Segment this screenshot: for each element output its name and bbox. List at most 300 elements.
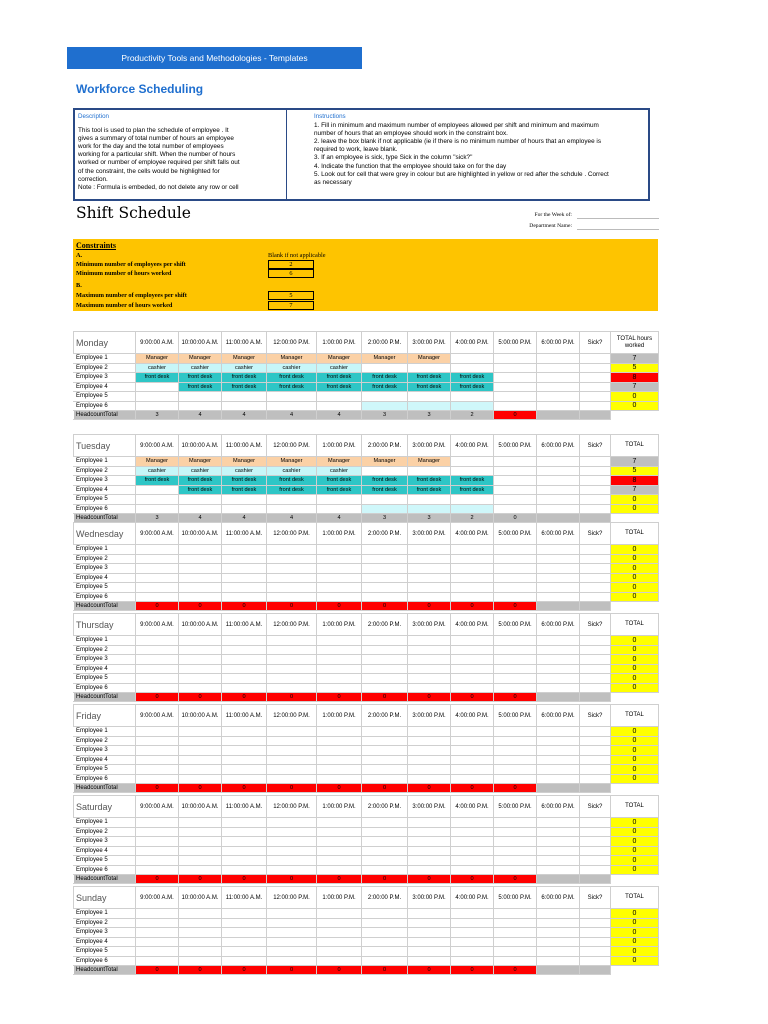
shift-cell[interactable]: [362, 664, 408, 674]
shift-cell[interactable]: [267, 856, 317, 866]
shift-cell[interactable]: [179, 947, 222, 957]
shift-cell[interactable]: [451, 354, 494, 364]
shift-cell[interactable]: [494, 918, 537, 928]
sick-cell[interactable]: [580, 837, 611, 847]
shift-cell[interactable]: [317, 909, 362, 919]
shift-cell[interactable]: [408, 401, 451, 411]
shift-cell[interactable]: [136, 636, 179, 646]
shift-cell[interactable]: [451, 856, 494, 866]
shift-cell[interactable]: [362, 466, 408, 476]
shift-cell[interactable]: cashier: [179, 363, 222, 373]
shift-cell[interactable]: [494, 727, 537, 737]
shift-cell[interactable]: [317, 674, 362, 684]
shift-cell[interactable]: [317, 554, 362, 564]
shift-cell[interactable]: [537, 645, 580, 655]
shift-cell[interactable]: [451, 504, 494, 514]
shift-cell[interactable]: [179, 736, 222, 746]
shift-cell[interactable]: front desk: [222, 476, 267, 486]
shift-cell[interactable]: [222, 937, 267, 947]
sick-cell[interactable]: [580, 495, 611, 505]
shift-cell[interactable]: [408, 466, 451, 476]
shift-cell[interactable]: [317, 573, 362, 583]
shift-cell[interactable]: front desk: [451, 476, 494, 486]
shift-cell[interactable]: [451, 554, 494, 564]
shift-cell[interactable]: [408, 363, 451, 373]
shift-cell[interactable]: [537, 856, 580, 866]
shift-cell[interactable]: [494, 774, 537, 784]
shift-cell[interactable]: [537, 947, 580, 957]
shift-cell[interactable]: [537, 382, 580, 392]
shift-cell[interactable]: [222, 856, 267, 866]
shift-cell[interactable]: [408, 818, 451, 828]
shift-cell[interactable]: [408, 655, 451, 665]
shift-cell[interactable]: [537, 636, 580, 646]
shift-cell[interactable]: [267, 818, 317, 828]
shift-cell[interactable]: [494, 592, 537, 602]
dept-input[interactable]: [577, 229, 659, 230]
shift-cell[interactable]: [362, 865, 408, 875]
shift-cell[interactable]: [179, 918, 222, 928]
shift-cell[interactable]: front desk: [136, 373, 179, 383]
shift-cell[interactable]: front desk: [317, 485, 362, 495]
shift-cell[interactable]: [179, 683, 222, 693]
shift-cell[interactable]: [408, 865, 451, 875]
shift-cell[interactable]: [136, 392, 179, 402]
shift-cell[interactable]: [317, 856, 362, 866]
shift-cell[interactable]: [408, 909, 451, 919]
shift-cell[interactable]: [222, 495, 267, 505]
shift-cell[interactable]: [362, 856, 408, 866]
sick-cell[interactable]: [580, 554, 611, 564]
shift-cell[interactable]: [136, 909, 179, 919]
shift-cell[interactable]: [494, 504, 537, 514]
shift-cell[interactable]: [494, 928, 537, 938]
shift-cell[interactable]: [451, 683, 494, 693]
shift-cell[interactable]: [451, 674, 494, 684]
shift-cell[interactable]: [179, 554, 222, 564]
shift-cell[interactable]: [451, 956, 494, 966]
shift-cell[interactable]: [179, 655, 222, 665]
shift-cell[interactable]: front desk: [179, 382, 222, 392]
shift-cell[interactable]: [537, 818, 580, 828]
shift-cell[interactable]: [537, 573, 580, 583]
sick-cell[interactable]: [580, 583, 611, 593]
shift-cell[interactable]: [362, 937, 408, 947]
shift-cell[interactable]: [362, 545, 408, 555]
shift-cell[interactable]: [537, 827, 580, 837]
shift-cell[interactable]: [267, 956, 317, 966]
shift-cell[interactable]: [408, 755, 451, 765]
shift-cell[interactable]: [537, 495, 580, 505]
shift-cell[interactable]: [317, 827, 362, 837]
shift-cell[interactable]: [136, 683, 179, 693]
shift-cell[interactable]: [179, 392, 222, 402]
shift-cell[interactable]: [317, 392, 362, 402]
sick-cell[interactable]: [580, 928, 611, 938]
sick-cell[interactable]: [580, 674, 611, 684]
shift-cell[interactable]: [136, 956, 179, 966]
shift-cell[interactable]: [537, 554, 580, 564]
shift-cell[interactable]: [408, 746, 451, 756]
shift-cell[interactable]: [451, 363, 494, 373]
shift-cell[interactable]: [494, 818, 537, 828]
shift-cell[interactable]: front desk: [362, 373, 408, 383]
shift-cell[interactable]: [362, 818, 408, 828]
shift-cell[interactable]: [362, 765, 408, 775]
shift-cell[interactable]: [408, 592, 451, 602]
shift-cell[interactable]: [408, 947, 451, 957]
shift-cell[interactable]: [136, 485, 179, 495]
shift-cell[interactable]: [362, 909, 408, 919]
shift-cell[interactable]: [317, 956, 362, 966]
shift-cell[interactable]: [267, 592, 317, 602]
shift-cell[interactable]: [537, 765, 580, 775]
shift-cell[interactable]: [179, 818, 222, 828]
shift-cell[interactable]: [362, 918, 408, 928]
shift-cell[interactable]: [408, 837, 451, 847]
shift-cell[interactable]: [136, 655, 179, 665]
shift-cell[interactable]: [451, 928, 494, 938]
shift-cell[interactable]: [267, 564, 317, 574]
shift-cell[interactable]: [451, 755, 494, 765]
shift-cell[interactable]: [494, 573, 537, 583]
sick-cell[interactable]: [580, 373, 611, 383]
shift-cell[interactable]: [317, 583, 362, 593]
shift-cell[interactable]: [222, 918, 267, 928]
shift-cell[interactable]: [317, 655, 362, 665]
shift-cell[interactable]: [179, 636, 222, 646]
sick-cell[interactable]: [580, 856, 611, 866]
shift-cell[interactable]: [222, 837, 267, 847]
shift-cell[interactable]: [537, 564, 580, 574]
shift-cell[interactable]: [136, 837, 179, 847]
shift-cell[interactable]: [494, 476, 537, 486]
shift-cell[interactable]: cashier: [317, 466, 362, 476]
shift-cell[interactable]: [317, 865, 362, 875]
shift-cell[interactable]: [222, 573, 267, 583]
shift-cell[interactable]: [317, 401, 362, 411]
shift-cell[interactable]: [362, 573, 408, 583]
shift-cell[interactable]: [451, 947, 494, 957]
sick-cell[interactable]: [580, 504, 611, 514]
shift-cell[interactable]: [179, 774, 222, 784]
shift-cell[interactable]: [179, 645, 222, 655]
shift-cell[interactable]: [267, 846, 317, 856]
shift-cell[interactable]: [222, 554, 267, 564]
shift-cell[interactable]: [408, 856, 451, 866]
shift-cell[interactable]: [179, 846, 222, 856]
shift-cell[interactable]: [408, 937, 451, 947]
shift-cell[interactable]: [362, 564, 408, 574]
shift-cell[interactable]: cashier: [267, 363, 317, 373]
shift-cell[interactable]: [494, 937, 537, 947]
shift-cell[interactable]: [267, 755, 317, 765]
shift-cell[interactable]: [537, 937, 580, 947]
shift-cell[interactable]: [362, 392, 408, 402]
shift-cell[interactable]: [362, 947, 408, 957]
shift-cell[interactable]: [267, 655, 317, 665]
shift-cell[interactable]: front desk: [362, 382, 408, 392]
shift-cell[interactable]: [317, 504, 362, 514]
sick-cell[interactable]: [580, 645, 611, 655]
shift-cell[interactable]: [408, 392, 451, 402]
shift-cell[interactable]: [537, 736, 580, 746]
shift-cell[interactable]: [222, 774, 267, 784]
shift-cell[interactable]: [267, 909, 317, 919]
max-emp-input[interactable]: 5: [268, 291, 314, 300]
shift-cell[interactable]: [537, 928, 580, 938]
shift-cell[interactable]: front desk: [267, 476, 317, 486]
shift-cell[interactable]: [362, 592, 408, 602]
shift-cell[interactable]: [494, 746, 537, 756]
shift-cell[interactable]: [136, 592, 179, 602]
shift-cell[interactable]: [408, 765, 451, 775]
shift-cell[interactable]: [494, 457, 537, 467]
shift-cell[interactable]: [451, 592, 494, 602]
shift-cell[interactable]: [222, 655, 267, 665]
shift-cell[interactable]: [408, 918, 451, 928]
shift-cell[interactable]: front desk: [408, 476, 451, 486]
shift-cell[interactable]: [267, 401, 317, 411]
shift-cell[interactable]: [136, 827, 179, 837]
shift-cell[interactable]: [362, 554, 408, 564]
shift-cell[interactable]: [222, 846, 267, 856]
shift-cell[interactable]: [362, 655, 408, 665]
sick-cell[interactable]: [580, 846, 611, 856]
shift-cell[interactable]: [494, 837, 537, 847]
shift-cell[interactable]: [317, 545, 362, 555]
sick-cell[interactable]: [580, 636, 611, 646]
shift-cell[interactable]: [451, 636, 494, 646]
shift-cell[interactable]: front desk: [267, 373, 317, 383]
shift-cell[interactable]: [179, 583, 222, 593]
shift-cell[interactable]: cashier: [267, 466, 317, 476]
sick-cell[interactable]: [580, 918, 611, 928]
shift-cell[interactable]: [267, 495, 317, 505]
shift-cell[interactable]: [179, 765, 222, 775]
shift-cell[interactable]: [451, 564, 494, 574]
shift-cell[interactable]: Manager: [267, 354, 317, 364]
shift-cell[interactable]: [222, 746, 267, 756]
shift-cell[interactable]: [494, 947, 537, 957]
shift-cell[interactable]: [267, 636, 317, 646]
shift-cell[interactable]: front desk: [408, 373, 451, 383]
shift-cell[interactable]: [537, 392, 580, 402]
shift-cell[interactable]: cashier: [136, 466, 179, 476]
sick-cell[interactable]: [580, 947, 611, 957]
shift-cell[interactable]: [408, 774, 451, 784]
shift-cell[interactable]: [494, 865, 537, 875]
shift-cell[interactable]: [451, 736, 494, 746]
shift-cell[interactable]: [408, 683, 451, 693]
shift-cell[interactable]: cashier: [222, 363, 267, 373]
shift-cell[interactable]: [494, 363, 537, 373]
shift-cell[interactable]: [451, 837, 494, 847]
shift-cell[interactable]: Manager: [179, 354, 222, 364]
shift-cell[interactable]: front desk: [222, 373, 267, 383]
shift-cell[interactable]: [362, 774, 408, 784]
shift-cell[interactable]: [537, 476, 580, 486]
shift-cell[interactable]: [408, 846, 451, 856]
shift-cell[interactable]: [537, 918, 580, 928]
shift-cell[interactable]: [451, 865, 494, 875]
shift-cell[interactable]: [451, 937, 494, 947]
shift-cell[interactable]: Manager: [222, 457, 267, 467]
sick-cell[interactable]: [580, 736, 611, 746]
shift-cell[interactable]: [317, 818, 362, 828]
shift-cell[interactable]: [451, 655, 494, 665]
shift-cell[interactable]: [537, 683, 580, 693]
shift-cell[interactable]: [179, 573, 222, 583]
shift-cell[interactable]: [179, 592, 222, 602]
shift-cell[interactable]: [317, 765, 362, 775]
shift-cell[interactable]: [222, 564, 267, 574]
shift-cell[interactable]: [362, 755, 408, 765]
shift-cell[interactable]: [222, 818, 267, 828]
shift-cell[interactable]: [494, 909, 537, 919]
shift-cell[interactable]: [179, 755, 222, 765]
shift-cell[interactable]: front desk: [222, 485, 267, 495]
shift-cell[interactable]: front desk: [317, 382, 362, 392]
shift-cell[interactable]: [451, 774, 494, 784]
shift-cell[interactable]: [408, 827, 451, 837]
shift-cell[interactable]: [451, 573, 494, 583]
shift-cell[interactable]: [451, 545, 494, 555]
shift-cell[interactable]: [222, 928, 267, 938]
shift-cell[interactable]: [317, 727, 362, 737]
sick-cell[interactable]: [580, 485, 611, 495]
shift-cell[interactable]: front desk: [451, 485, 494, 495]
shift-cell[interactable]: [222, 636, 267, 646]
shift-cell[interactable]: [451, 466, 494, 476]
shift-cell[interactable]: front desk: [136, 476, 179, 486]
shift-cell[interactable]: [136, 774, 179, 784]
week-input[interactable]: [577, 218, 659, 219]
shift-cell[interactable]: [179, 674, 222, 684]
shift-cell[interactable]: [537, 909, 580, 919]
shift-cell[interactable]: [537, 846, 580, 856]
shift-cell[interactable]: [317, 755, 362, 765]
shift-cell[interactable]: [136, 755, 179, 765]
shift-cell[interactable]: [408, 956, 451, 966]
shift-cell[interactable]: [494, 636, 537, 646]
shift-cell[interactable]: [451, 827, 494, 837]
shift-cell[interactable]: [537, 504, 580, 514]
shift-cell[interactable]: [362, 746, 408, 756]
shift-cell[interactable]: [317, 736, 362, 746]
shift-cell[interactable]: Manager: [136, 457, 179, 467]
shift-cell[interactable]: [494, 645, 537, 655]
shift-cell[interactable]: [494, 354, 537, 364]
shift-cell[interactable]: [222, 947, 267, 957]
shift-cell[interactable]: [451, 746, 494, 756]
sick-cell[interactable]: [580, 746, 611, 756]
shift-cell[interactable]: [179, 827, 222, 837]
sick-cell[interactable]: [580, 909, 611, 919]
shift-cell[interactable]: [222, 645, 267, 655]
shift-cell[interactable]: [267, 504, 317, 514]
shift-cell[interactable]: [136, 947, 179, 957]
shift-cell[interactable]: [408, 583, 451, 593]
shift-cell[interactable]: [136, 746, 179, 756]
shift-cell[interactable]: [537, 457, 580, 467]
shift-cell[interactable]: [408, 545, 451, 555]
shift-cell[interactable]: [494, 736, 537, 746]
shift-cell[interactable]: [136, 504, 179, 514]
shift-cell[interactable]: front desk: [267, 485, 317, 495]
shift-cell[interactable]: [537, 664, 580, 674]
shift-cell[interactable]: [267, 774, 317, 784]
shift-cell[interactable]: [136, 382, 179, 392]
shift-cell[interactable]: Manager: [267, 457, 317, 467]
shift-cell[interactable]: [451, 495, 494, 505]
shift-cell[interactable]: [136, 727, 179, 737]
shift-cell[interactable]: [537, 746, 580, 756]
shift-cell[interactable]: front desk: [362, 476, 408, 486]
shift-cell[interactable]: [136, 545, 179, 555]
shift-cell[interactable]: front desk: [408, 382, 451, 392]
shift-cell[interactable]: [494, 755, 537, 765]
shift-cell[interactable]: [267, 683, 317, 693]
sick-cell[interactable]: [580, 765, 611, 775]
sick-cell[interactable]: [580, 755, 611, 765]
shift-cell[interactable]: [362, 846, 408, 856]
shift-cell[interactable]: [136, 865, 179, 875]
shift-cell[interactable]: [222, 909, 267, 919]
shift-cell[interactable]: [222, 827, 267, 837]
shift-cell[interactable]: [267, 947, 317, 957]
shift-cell[interactable]: [136, 554, 179, 564]
shift-cell[interactable]: [267, 765, 317, 775]
shift-cell[interactable]: [494, 545, 537, 555]
shift-cell[interactable]: [267, 573, 317, 583]
shift-cell[interactable]: [267, 746, 317, 756]
shift-cell[interactable]: Manager: [317, 354, 362, 364]
shift-cell[interactable]: [136, 645, 179, 655]
shift-cell[interactable]: [494, 846, 537, 856]
shift-cell[interactable]: [362, 636, 408, 646]
shift-cell[interactable]: [317, 774, 362, 784]
shift-cell[interactable]: [267, 937, 317, 947]
shift-cell[interactable]: [362, 837, 408, 847]
shift-cell[interactable]: [267, 554, 317, 564]
shift-cell[interactable]: cashier: [222, 466, 267, 476]
shift-cell[interactable]: [494, 554, 537, 564]
shift-cell[interactable]: [537, 727, 580, 737]
shift-cell[interactable]: [408, 736, 451, 746]
shift-cell[interactable]: [222, 504, 267, 514]
shift-cell[interactable]: [362, 827, 408, 837]
shift-cell[interactable]: [267, 837, 317, 847]
shift-cell[interactable]: [494, 401, 537, 411]
shift-cell[interactable]: [222, 765, 267, 775]
shift-cell[interactable]: [451, 457, 494, 467]
shift-cell[interactable]: [179, 746, 222, 756]
shift-cell[interactable]: [362, 401, 408, 411]
shift-cell[interactable]: [179, 664, 222, 674]
shift-cell[interactable]: [136, 918, 179, 928]
shift-cell[interactable]: [537, 401, 580, 411]
shift-cell[interactable]: [362, 736, 408, 746]
sick-cell[interactable]: [580, 664, 611, 674]
shift-cell[interactable]: [179, 956, 222, 966]
shift-cell[interactable]: [136, 765, 179, 775]
sick-cell[interactable]: [580, 545, 611, 555]
shift-cell[interactable]: [494, 765, 537, 775]
shift-cell[interactable]: [451, 664, 494, 674]
shift-cell[interactable]: [494, 583, 537, 593]
shift-cell[interactable]: Manager: [222, 354, 267, 364]
